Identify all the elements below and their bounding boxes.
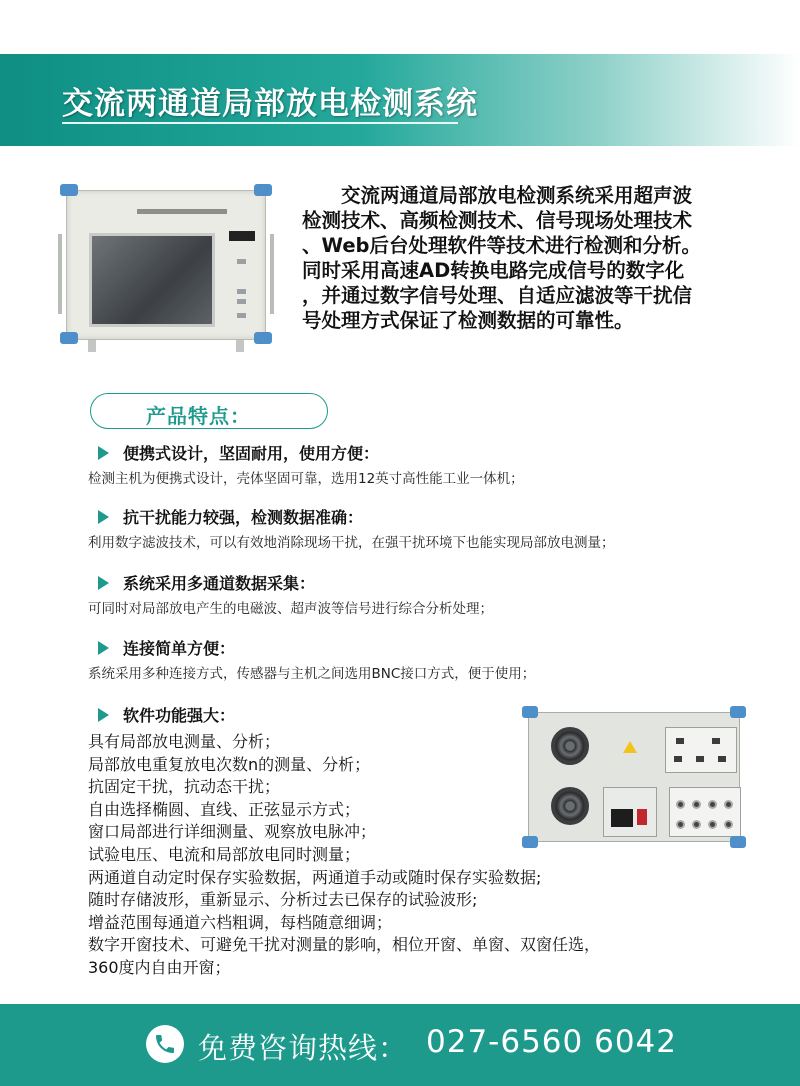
feature-desc: 检测主机为便携式设计，壳体坚固可靠，选用12英寸高性能工业一体机； <box>88 471 524 487</box>
list-item: 增益范围每通道六档粗调，每档随意细调； <box>88 912 393 932</box>
vga-port-icon <box>696 756 704 762</box>
feature-title-text: 抗干扰能力较强，检测数据准确： <box>123 508 364 527</box>
top-banner <box>0 54 800 146</box>
intro-line: 、Web后台处理软件等技术进行检测和分析。 <box>302 234 701 257</box>
power-switch-icon <box>637 809 647 825</box>
device-foot <box>88 340 96 352</box>
device-corner <box>522 706 538 718</box>
device-nameplate <box>137 209 227 214</box>
hotline-number[interactable]: 027-6560 6042 <box>426 1024 677 1060</box>
feature-desc: 可同时对局部放电产生的电磁波、超声波等信号进行综合分析处理； <box>88 601 493 617</box>
list-item: 360度内自由开窗； <box>88 957 231 977</box>
device-port <box>237 259 246 264</box>
intro-line: 号处理方式保证了检测数据的可靠性。 <box>302 309 634 332</box>
device-port <box>237 299 246 304</box>
device-corner <box>60 184 78 196</box>
feature-title-text: 便携式设计，坚固耐用，使用方便： <box>123 444 380 463</box>
feature-title-text: 系统采用多通道数据采集： <box>123 574 316 593</box>
device-foot <box>236 340 244 352</box>
device-corner <box>254 184 272 196</box>
list-item: 数字开窗技术、可避免干扰对测量的影响，相位开窗、单窗、双窗任选， <box>88 935 601 955</box>
device-port <box>237 289 246 294</box>
device-body <box>66 190 266 340</box>
feature-title <box>98 703 235 726</box>
triangle-arrow-icon <box>98 708 109 722</box>
list-item: 试验电压、电流和局部放电同时测量； <box>88 844 361 864</box>
device-lcd <box>229 231 255 241</box>
title-underline <box>62 122 458 124</box>
list-item: 具有局部放电测量、分析； <box>88 732 281 751</box>
list-item: 抗固定干扰，抗动态干扰； <box>88 777 281 797</box>
hotline-label: 免费咨询热线： <box>198 1031 409 1065</box>
connector-panel <box>665 727 737 773</box>
bnc-connector-icon <box>676 800 685 809</box>
rear-panel-body <box>528 712 740 842</box>
list-item: 局部放电重复放电次数n的测量、分析； <box>88 754 371 774</box>
feature-title <box>98 441 379 464</box>
triangle-arrow-icon <box>98 641 109 655</box>
device-rear-image <box>522 706 746 848</box>
power-socket-icon <box>611 809 633 827</box>
device-screen <box>89 233 215 327</box>
list-item: 自由选择椭圆、直线、正弦显示方式； <box>88 799 361 819</box>
usb-port-icon <box>712 738 720 744</box>
bnc-connector-icon <box>692 820 701 829</box>
list-item: 随时存储波形，重新显示、分析过去已保存的试验波形; <box>88 890 478 910</box>
feature-title <box>98 571 315 594</box>
triangle-arrow-icon <box>98 446 109 460</box>
intro-line: 交流两通道局部放电检测系统采用超声波 <box>302 184 693 207</box>
bnc-connector-icon <box>724 820 733 829</box>
features-heading: 产品特点： <box>146 404 251 428</box>
right-handle <box>270 234 274 314</box>
feature-title-text: 连接简单方便： <box>123 639 236 658</box>
page-title: 交流两通道局部放电检测系统 <box>62 86 478 122</box>
feature-title <box>98 505 363 528</box>
bnc-connector-icon <box>724 800 733 809</box>
bnc-connector-icon <box>692 800 701 809</box>
left-handle <box>58 234 62 314</box>
intro-line: 同时采用高速AD转换电路完成信号的数字化 <box>302 259 685 282</box>
device-port <box>237 313 246 318</box>
device-corner <box>60 332 78 344</box>
feature-desc: 利用数字滤波技术，可以有效地消除现场干扰，在强干扰环境下也能实现局部放电测量； <box>88 535 615 551</box>
intro-line: ，并通过数字信号处理、自适应滤波等干扰信 <box>302 284 693 307</box>
bnc-connector-icon <box>708 800 717 809</box>
intro-line: 检测技术、高频检测技术、信号现场处理技术 <box>302 209 693 232</box>
feature-desc: 系统采用多种连接方式，传感器与主机之间选用BNC接口方式，便于使用； <box>88 666 536 682</box>
intro-paragraph <box>302 183 750 333</box>
device-front-image <box>58 184 274 354</box>
fan-icon <box>551 727 589 765</box>
feature-title-text: 软件功能强大： <box>123 706 236 725</box>
serial-port-icon <box>718 756 726 762</box>
list-item: 两通道自动定时保存实验数据，两通道手动或随时保存实验数据; <box>88 867 542 887</box>
device-corner <box>254 332 272 344</box>
device-corner <box>730 706 746 718</box>
device-corner <box>522 836 538 848</box>
fan-icon <box>551 787 589 825</box>
triangle-arrow-icon <box>98 576 109 590</box>
usb-port-icon <box>676 738 684 744</box>
triangle-arrow-icon <box>98 510 109 524</box>
list-item: 窗口局部进行详细测量、观察放电脉冲； <box>88 822 377 842</box>
warning-icon <box>623 741 637 753</box>
lan-port-icon <box>674 756 682 762</box>
feature-title <box>98 636 235 659</box>
bnc-connector-icon <box>676 820 685 829</box>
device-corner <box>730 836 746 848</box>
phone-icon <box>146 1025 184 1063</box>
bnc-connector-icon <box>708 820 717 829</box>
signal-input-panel <box>669 787 741 837</box>
